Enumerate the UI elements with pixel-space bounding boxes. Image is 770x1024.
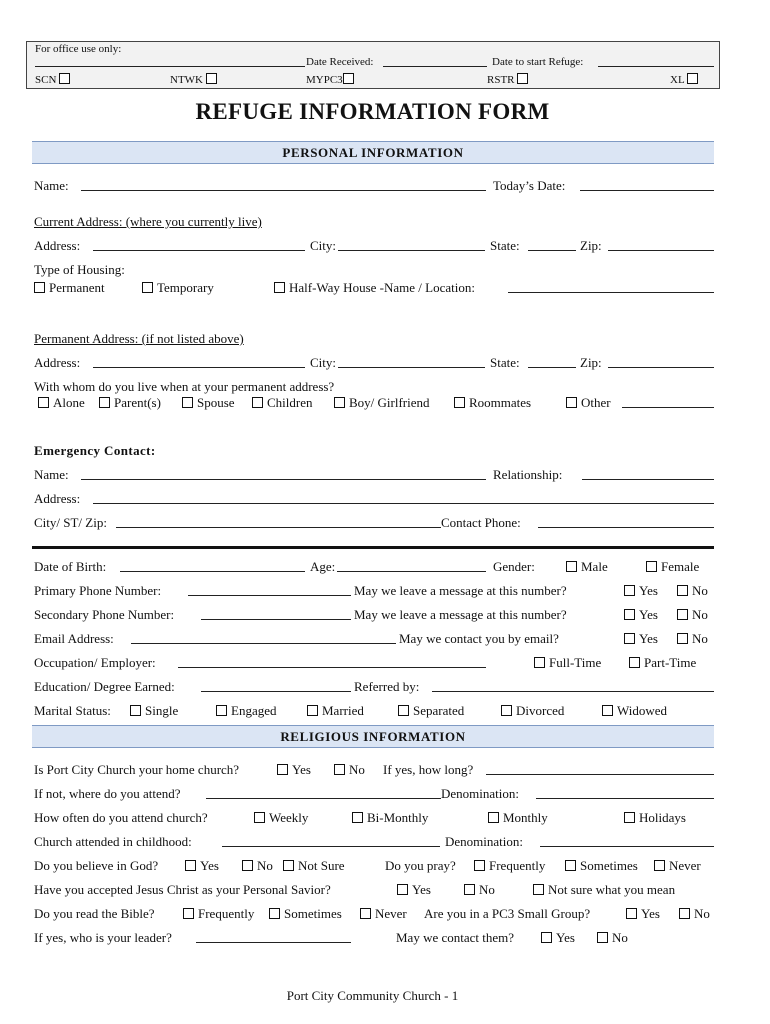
checkbox-icon[interactable]: [283, 860, 294, 871]
live-roommates-option[interactable]: Roommates: [454, 396, 531, 409]
live-other-option[interactable]: Other: [566, 396, 611, 409]
education-field[interactable]: [201, 691, 351, 692]
checkbox-icon[interactable]: [624, 633, 635, 644]
checkbox-icon[interactable]: [626, 908, 637, 919]
occupation-label: Occupation/ Employer:: [34, 655, 156, 670]
attend-weekly-option[interactable]: Weekly: [254, 811, 308, 824]
checkbox-icon[interactable]: [99, 397, 110, 408]
primary-phone-field[interactable]: [188, 595, 351, 596]
checkbox-icon[interactable]: [533, 884, 544, 895]
checkbox-icon[interactable]: [343, 73, 354, 84]
checkbox-icon[interactable]: [566, 561, 577, 572]
checkbox-icon[interactable]: [679, 908, 690, 919]
marital-engaged-option[interactable]: Engaged: [216, 704, 276, 717]
contact-leader-yes[interactable]: Yes: [541, 931, 575, 944]
accepted-jesus-no[interactable]: No: [464, 883, 495, 896]
home-church-no[interactable]: No: [334, 763, 365, 776]
where-attend-field[interactable]: [206, 798, 441, 799]
contact-phone-label: Contact Phone:: [441, 515, 521, 530]
checkbox-icon[interactable]: [252, 397, 263, 408]
todays-date-field[interactable]: [580, 190, 714, 191]
checkbox-icon[interactable]: [624, 812, 635, 823]
believe-god-yes[interactable]: Yes: [185, 859, 219, 872]
email-label: Email Address:: [34, 631, 114, 646]
current-city-label: City:: [310, 238, 337, 253]
current-state-label: State:: [490, 238, 520, 253]
live-spouse-option[interactable]: Spouse: [182, 396, 235, 409]
referred-by-label: Referred by:: [354, 679, 420, 694]
housing-halfway-option[interactable]: Half-Way House -Name / Location:: [274, 281, 475, 294]
marital-divorced-option[interactable]: Divorced: [501, 704, 564, 717]
contact-by-email-question: May we contact you by email?: [399, 631, 559, 646]
office-mypc3[interactable]: MYPC3: [306, 73, 358, 86]
permanent-address-label: Address:: [34, 355, 81, 370]
checkbox-icon[interactable]: [565, 860, 576, 871]
checkbox-icon[interactable]: [566, 397, 577, 408]
attend-holidays-option[interactable]: Holidays: [624, 811, 686, 824]
checkbox-icon[interactable]: [654, 860, 665, 871]
education-label: Education/ Degree Earned:: [34, 679, 175, 694]
accepted-jesus-question: Have you accepted Jesus Christ as your Personal Savior?: [34, 882, 331, 897]
marital-separated-option[interactable]: Separated: [398, 704, 464, 717]
small-group-question: Are you in a PC3 Small Group?: [424, 906, 591, 921]
permanent-city-field[interactable]: [338, 367, 485, 368]
live-boyfriend-girlfriend-option[interactable]: Boy/ Girlfriend: [334, 396, 430, 409]
gender-female-option[interactable]: Female: [646, 560, 699, 573]
checkbox-icon[interactable]: [397, 884, 408, 895]
contact-phone-field[interactable]: [538, 527, 714, 528]
small-group-no[interactable]: No: [679, 907, 710, 920]
referred-by-field[interactable]: [432, 691, 714, 692]
pray-sometimes-option[interactable]: Sometimes: [565, 859, 638, 872]
checkbox-icon[interactable]: [464, 884, 475, 895]
housing-label: Type of Housing:: [34, 262, 125, 277]
believe-god-no[interactable]: No: [242, 859, 273, 872]
bible-frequently-option[interactable]: Frequently: [183, 907, 254, 920]
checkbox-icon[interactable]: [677, 633, 688, 644]
relationship-field[interactable]: [582, 479, 714, 480]
personal-section-header: PERSONAL INFORMATION: [32, 141, 714, 164]
secondary-phone-field[interactable]: [201, 619, 351, 620]
checkbox-icon[interactable]: [541, 932, 552, 943]
checkbox-icon[interactable]: [534, 657, 545, 668]
checkbox-icon[interactable]: [352, 812, 363, 823]
believe-god-not-sure[interactable]: Not Sure: [283, 859, 345, 872]
checkbox-icon[interactable]: [624, 585, 635, 596]
permanent-state-label: State:: [490, 355, 520, 370]
live-children-option[interactable]: Children: [252, 396, 313, 409]
checkbox-icon[interactable]: [602, 705, 613, 716]
name-field[interactable]: [81, 190, 486, 191]
secondary-leave-message-question: May we leave a message at this number?: [354, 607, 567, 622]
checkbox-icon[interactable]: [142, 282, 153, 293]
checkbox-icon[interactable]: [398, 705, 409, 716]
checkbox-icon[interactable]: [307, 705, 318, 716]
permanent-state-field[interactable]: [528, 367, 576, 368]
live-alone-option[interactable]: Alone: [38, 396, 85, 409]
part-time-option[interactable]: Part-Time: [629, 656, 696, 669]
checkbox-icon[interactable]: [274, 282, 285, 293]
marital-single-option[interactable]: Single: [130, 704, 178, 717]
current-address-heading: Current Address: (where you currently live): [34, 214, 262, 229]
contact-leader-question: May we contact them?: [396, 930, 515, 945]
checkbox-icon[interactable]: [334, 397, 345, 408]
current-address-field[interactable]: [93, 250, 305, 251]
checkbox-icon[interactable]: [269, 908, 280, 919]
city-st-zip-field[interactable]: [116, 527, 441, 528]
small-group-yes[interactable]: Yes: [626, 907, 660, 920]
office-xl[interactable]: XL: [670, 73, 702, 86]
read-bible-question: Do you read the Bible?: [34, 906, 155, 921]
emergency-address-field[interactable]: [93, 503, 714, 504]
secondary-message-no[interactable]: No: [677, 608, 708, 621]
age-field[interactable]: [337, 571, 486, 572]
secondary-message-yes[interactable]: Yes: [624, 608, 658, 621]
current-state-field[interactable]: [528, 250, 576, 251]
pray-frequently-option[interactable]: Frequently: [474, 859, 545, 872]
checkbox-icon[interactable]: [254, 812, 265, 823]
checkbox-icon[interactable]: [34, 282, 45, 293]
checkbox-icon[interactable]: [501, 705, 512, 716]
office-scn[interactable]: SCN: [35, 73, 74, 86]
attend-monthly-option[interactable]: Monthly: [488, 811, 548, 824]
accepted-jesus-not-sure[interactable]: Not sure what you mean: [533, 883, 675, 896]
checkbox-icon[interactable]: [334, 764, 345, 775]
checkbox-icon[interactable]: [677, 585, 688, 596]
checkbox-icon[interactable]: [185, 860, 196, 871]
primary-message-no[interactable]: No: [677, 584, 708, 597]
checkbox-icon[interactable]: [517, 73, 528, 84]
emergency-name-label: Name:: [34, 467, 69, 482]
live-parents-option[interactable]: Parent(s): [99, 396, 161, 409]
bible-sometimes-option[interactable]: Sometimes: [269, 907, 342, 920]
marital-status-label: Marital Status:: [34, 703, 111, 718]
checkbox-icon[interactable]: [488, 812, 499, 823]
office-date-received-field[interactable]: [383, 66, 487, 67]
permanent-zip-label: Zip:: [580, 355, 602, 370]
checkbox-icon[interactable]: [216, 705, 227, 716]
emergency-name-field[interactable]: [81, 479, 486, 480]
attend-bi-monthly-option[interactable]: Bi-Monthly: [352, 811, 428, 824]
checkbox-icon[interactable]: [624, 609, 635, 620]
contact-leader-no[interactable]: No: [597, 931, 628, 944]
gender-label: Gender:: [493, 559, 535, 574]
childhood-denomination-label: Denomination:: [445, 834, 523, 849]
leader-label: If yes, who is your leader?: [34, 930, 172, 945]
name-label: Name:: [34, 178, 69, 193]
relationship-label: Relationship:: [493, 467, 563, 482]
permanent-address-heading: Permanent Address: (if not listed above): [34, 331, 244, 346]
denomination-label: Denomination:: [441, 786, 519, 801]
page-footer: Port City Community Church - 1: [286, 988, 459, 1003]
occupation-field[interactable]: [178, 667, 486, 668]
where-attend-label: If not, where do you attend?: [34, 786, 181, 801]
checkbox-icon[interactable]: [206, 73, 217, 84]
email-contact-yes[interactable]: Yes: [624, 632, 658, 645]
believe-god-question: Do you believe in God?: [34, 858, 159, 873]
do-pray-question: Do you pray?: [385, 858, 456, 873]
permanent-city-label: City:: [310, 355, 337, 370]
bible-never-option[interactable]: Never: [360, 907, 407, 920]
dob-label: Date of Birth:: [34, 559, 107, 574]
checkbox-icon[interactable]: [454, 397, 465, 408]
permanent-address-field[interactable]: [93, 367, 305, 368]
how-long-field[interactable]: [486, 774, 714, 775]
pray-never-option[interactable]: Never: [654, 859, 701, 872]
email-contact-no[interactable]: No: [677, 632, 708, 645]
checkbox-icon[interactable]: [677, 609, 688, 620]
how-long-label: If yes, how long?: [383, 762, 474, 777]
home-church-yes[interactable]: Yes: [277, 763, 311, 776]
checkbox-icon[interactable]: [646, 561, 657, 572]
primary-leave-message-question: May we leave a message at this number?: [354, 583, 567, 598]
full-time-option[interactable]: Full-Time: [534, 656, 601, 669]
section-divider: [32, 546, 714, 549]
live-with-question: With whom do you live when at your permanent address?: [34, 379, 335, 394]
office-ntwk[interactable]: NTWK: [170, 73, 221, 86]
permanent-zip-field[interactable]: [608, 367, 714, 368]
city-st-zip-label: City/ ST/ Zip:: [34, 515, 107, 530]
leader-field[interactable]: [196, 942, 351, 943]
live-other-field[interactable]: [622, 407, 714, 408]
checkbox-icon[interactable]: [277, 764, 288, 775]
childhood-denomination-field[interactable]: [540, 846, 714, 847]
current-city-field[interactable]: [338, 250, 485, 251]
how-often-question: How often do you attend church?: [34, 810, 208, 825]
checkbox-icon[interactable]: [360, 908, 371, 919]
accepted-jesus-yes[interactable]: Yes: [397, 883, 431, 896]
current-zip-label: Zip:: [580, 238, 602, 253]
home-church-question: Is Port City Church your home church?: [34, 762, 240, 777]
dob-field[interactable]: [120, 571, 305, 572]
primary-message-yes[interactable]: Yes: [624, 584, 658, 597]
childhood-church-field[interactable]: [222, 846, 440, 847]
checkbox-icon[interactable]: [38, 397, 49, 408]
current-zip-field[interactable]: [608, 250, 714, 251]
housing-permanent-option[interactable]: Permanent: [34, 281, 105, 294]
checkbox-icon[interactable]: [59, 73, 70, 84]
checkbox-icon[interactable]: [629, 657, 640, 668]
marital-widowed-option[interactable]: Widowed: [602, 704, 667, 717]
checkbox-icon[interactable]: [597, 932, 608, 943]
office-date-start-field[interactable]: [598, 66, 714, 67]
emergency-address-label: Address:: [34, 491, 81, 506]
childhood-church-label: Church attended in childhood:: [34, 834, 192, 849]
email-field[interactable]: [131, 643, 396, 644]
primary-phone-label: Primary Phone Number:: [34, 583, 162, 598]
checkbox-icon[interactable]: [130, 705, 141, 716]
office-date-received-label: Date Received:: [306, 56, 374, 68]
housing-temporary-option[interactable]: Temporary: [142, 281, 214, 294]
checkbox-icon[interactable]: [474, 860, 485, 871]
page-title: REFUGE INFORMATION FORM: [195, 99, 550, 124]
halfway-name-field[interactable]: [508, 292, 714, 293]
office-date-start-label: Date to start Refuge:: [492, 56, 584, 68]
checkbox-icon[interactable]: [183, 908, 194, 919]
office-rstr[interactable]: RSTR: [487, 73, 532, 86]
checkbox-icon[interactable]: [687, 73, 698, 84]
religious-section-header: RELIGIOUS INFORMATION: [32, 725, 714, 748]
todays-date-label: Today’s Date:: [493, 178, 566, 193]
age-label: Age:: [310, 559, 336, 574]
current-address-label: Address:: [34, 238, 81, 253]
denomination-field[interactable]: [536, 798, 714, 799]
gender-male-option[interactable]: Male: [566, 560, 608, 573]
emergency-contact-heading: Emergency Contact:: [34, 443, 156, 458]
office-use-heading: For office use only:: [35, 43, 122, 55]
marital-married-option[interactable]: Married: [307, 704, 364, 717]
checkbox-icon[interactable]: [182, 397, 193, 408]
checkbox-icon[interactable]: [242, 860, 253, 871]
secondary-phone-label: Secondary Phone Number:: [34, 607, 175, 622]
office-blank-line: [35, 66, 305, 67]
